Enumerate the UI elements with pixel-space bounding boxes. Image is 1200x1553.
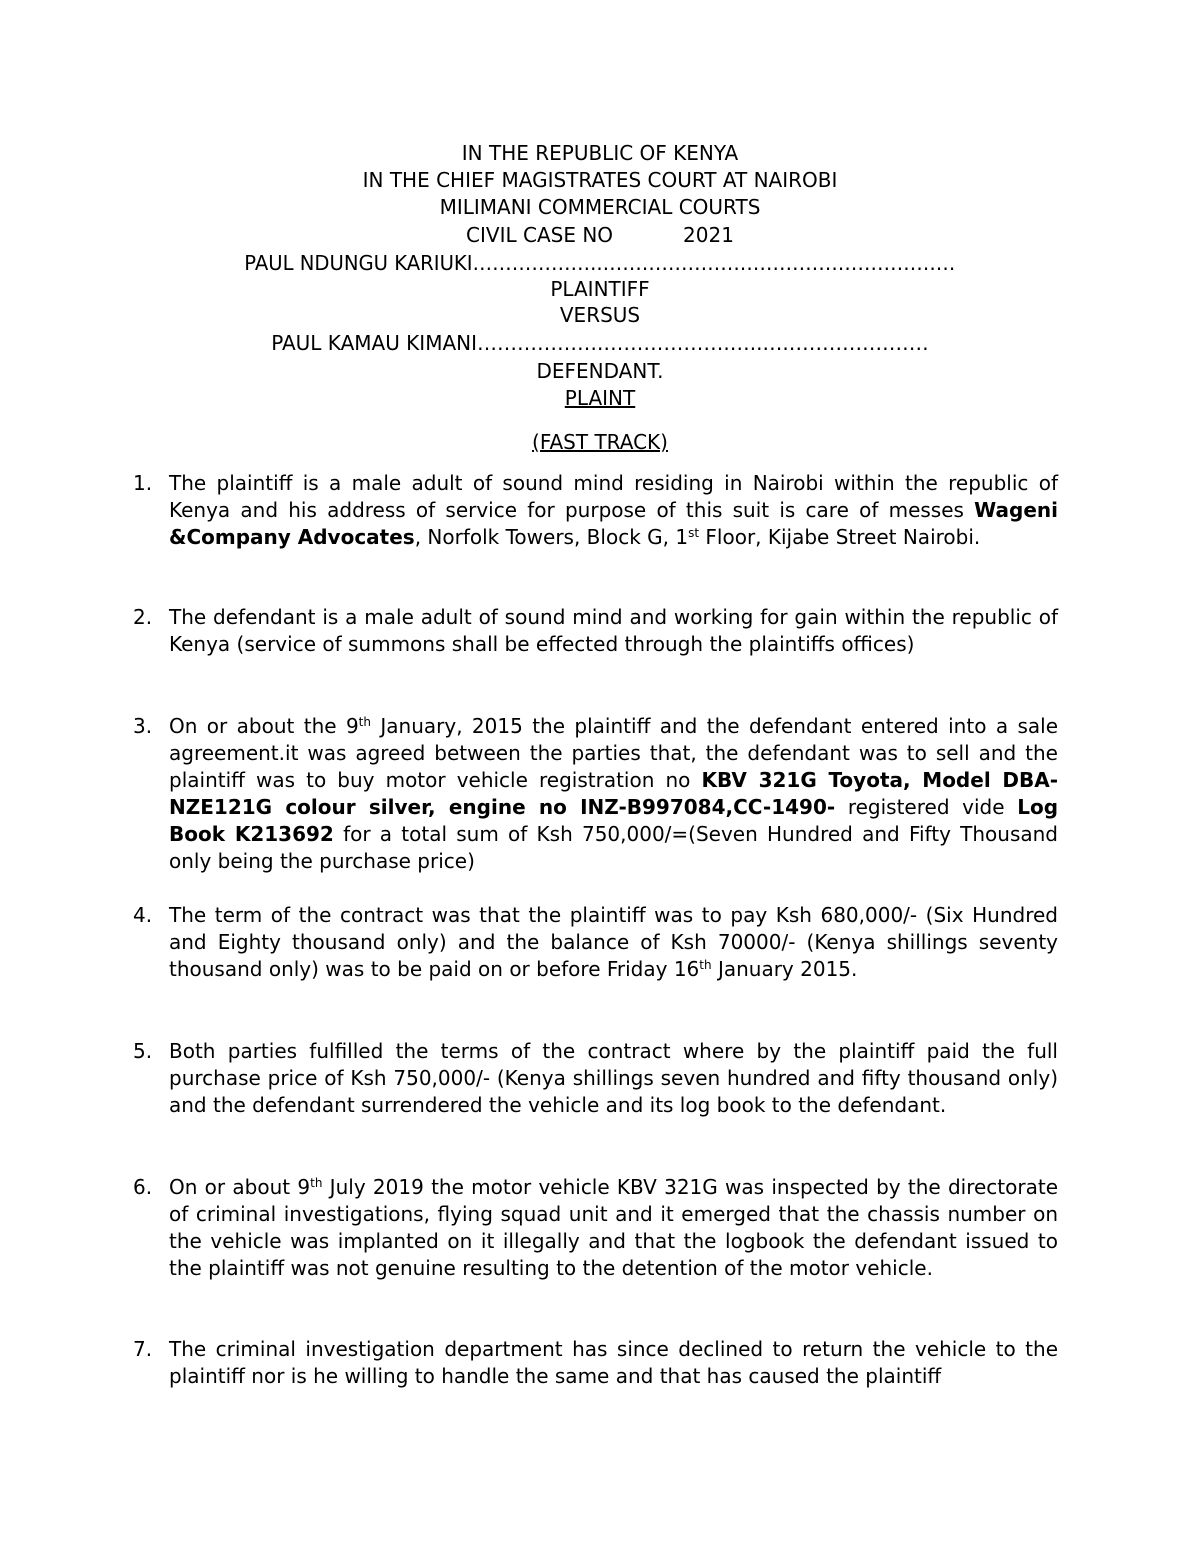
paragraph-text: The defendant is a male adult of sound mind and working for gain within the republic of Kenya (service of summons shall be effected through the plaintiffs offices) [169,605,1058,656]
advocates-name: Wageni &Company Advocates [169,498,1058,549]
case-number-line [0,222,1200,249]
case-year: 2021 [683,223,734,247]
paragraph-4 [133,902,1058,983]
paragraph-number: 6. [133,1175,153,1199]
paragraph-1 [133,470,1058,551]
case-number-label: CIVIL CASE NO [466,223,614,247]
paragraph-text: Both parties fulfilled the terms of the contract where by the plaintiff paid the full purchase price of Ksh 750,000/- (Kenya shillings seven hundred and fifty thousand only) and the defendant surrendered the vehicle and its log book to the defendant. [169,1039,1058,1117]
paragraph-number: 4. [133,903,153,927]
heading-courts-division: MILIMANI COMMERCIAL COURTS [439,195,761,219]
paragraph-2 [133,604,1058,658]
plaintiff-role: PLAINTIFF [550,277,650,301]
paragraph-text: On or about the 9th January, 2015 the plaintiff and the defendant entered into a sale agreement.it was agreed between the parties that, the defendant was to sell and the plaintiff was to buy motor vehicle registration no KBV 321G Toyota, Model DBA-NZE121G colour silver, engine no INZ-B997084,CC-1490- registered vide Log Book K213692 for a total sum of Ksh 750,000/=(Seven Hundred and Fifty Thousand only being the purchase price) [169,714,1059,873]
paragraph-number: 3. [133,714,153,738]
heading-republic: IN THE REPUBLIC OF KENYA [461,141,739,165]
paragraph-text: On or about 9th July 2019 the motor vehicle KBV 321G was inspected by the directorate of criminal investigations, flying squad unit and it emerged that the chassis number on the vehicle was implanted on it illegally and that the logbook the defendant issued to the plaintiff was not genuine resulting to the detention of the motor vehicle. [169,1175,1059,1280]
log-book-number: Log Book K213692 [169,795,1059,846]
paragraph-5 [133,1038,1058,1119]
defendant-name: PAUL KAMAU KIMANI……………….……………….…..….………………… [271,331,929,355]
heading-court: IN THE CHIEF MAGISTRATES COURT AT NAIROBI [362,168,838,192]
defendant-role: DEFENDANT. [536,359,664,383]
versus-label: VERSUS [559,303,641,327]
paragraph-number: 7. [133,1337,153,1361]
document-subtitle: (FAST TRACK) [532,430,668,454]
paragraph-text: The plaintiff is a male adult of sound mind residing in Nairobi within the republic of Kenya and his address of service for purpose of this suit is care of messes Wageni &Company Advocates, Norfolk Towers, Block G, 1st Floor, Kijabe Street Nairobi. [169,471,1058,549]
paragraph-number: 5. [133,1039,153,1063]
paragraph-number: 2. [133,605,153,629]
paragraph-text: The term of the contract was that the plaintiff was to pay Ksh 680,000/- (Six Hundred and Eighty thousand only) and the balance of Ksh 70000/- (Kenya shillings seventy thousand only) was to be paid on or before Friday 16th January 2015. [169,903,1058,981]
paragraph-text: The criminal investigation department has since declined to return the vehicle to the plaintiff nor is he willing to handle the same and that has caused the plaintiff [169,1337,1058,1388]
paragraph-6 [133,1174,1058,1282]
paragraph-7 [133,1336,1058,1390]
vehicle-details: KBV 321G Toyota, Model DBA-NZE121G colour silver, engine no INZ-B997084,CC-1490- [169,768,1058,819]
paragraph-3 [133,713,1058,875]
paragraph-number: 1. [133,471,153,495]
plaintiff-name: PAUL NDUNGU KARIUKI………………..……………………………………………… [244,251,956,275]
document-title: PLAINT [564,386,636,410]
